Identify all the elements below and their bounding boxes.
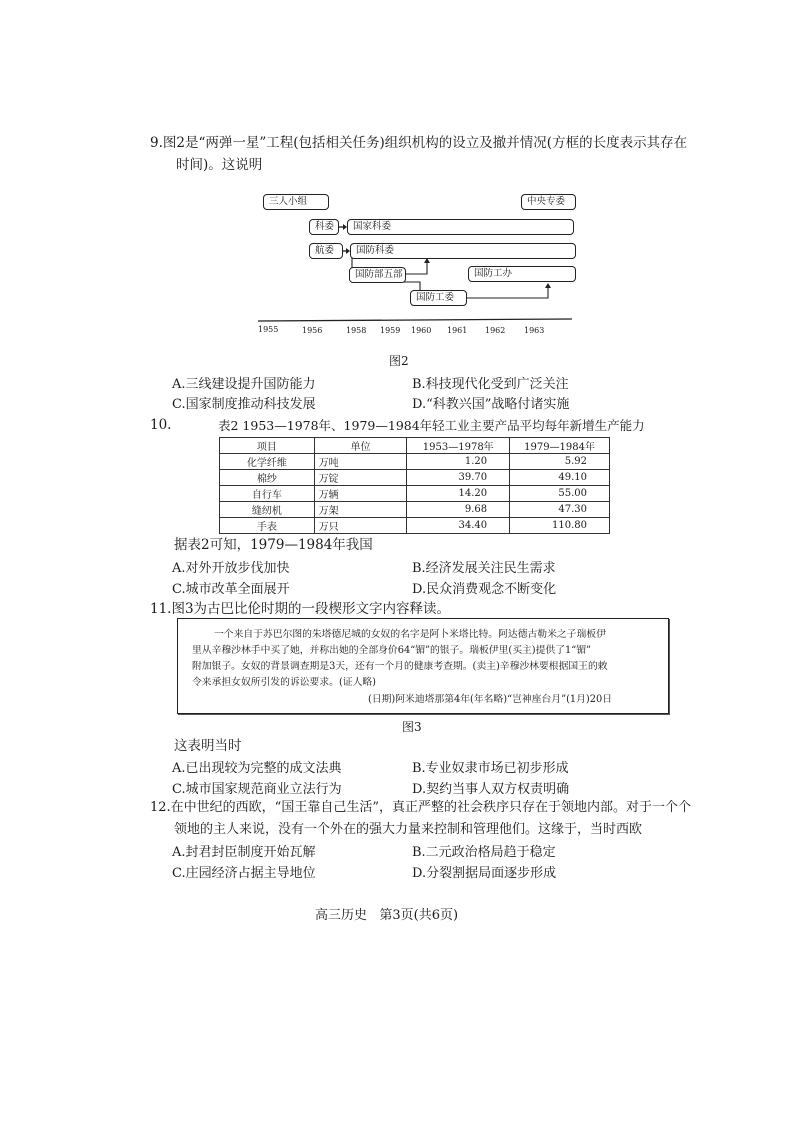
q12-option-b[interactable]: B.二元政治格局趋于稳定 [412, 845, 556, 860]
figure-2-connectors [0, 0, 794, 360]
figure-3-box [177, 618, 669, 714]
table-cell: 万辆 [314, 486, 407, 502]
year-1961: 1961 [447, 326, 468, 335]
q10-stem: 据表2可知，1979—1984年我国 [174, 537, 373, 553]
table-header: 1979—1984年 [510, 438, 610, 454]
q11-option-b[interactable]: B.专业奴隶市场已初步形成 [412, 761, 569, 776]
figure-2-caption: 图2 [389, 354, 409, 368]
table-cell: 缝纫机 [220, 502, 315, 518]
table-cell: 万锭 [314, 470, 407, 486]
table-header: 单位 [314, 438, 407, 454]
q10-number: 10. [150, 417, 172, 433]
table-cell: 棉纱 [220, 470, 315, 486]
table-cell: 1.20 [407, 454, 510, 470]
year-1959: 1959 [380, 326, 401, 335]
table-2 [219, 437, 610, 534]
table-cell: 34.40 [407, 518, 510, 534]
figure-2-diagram [0, 0, 794, 360]
box-guo-fang-gong-ban: 国防工办 [468, 266, 576, 282]
figure-3-line: 附加银子。女奴的背景调查期是3天，还有一个月的健康考查期。(卖主)辛穆沙林要根据国王的敕 [192, 661, 608, 672]
q12-option-a[interactable]: A.封君封臣制度开始瓦解 [172, 845, 316, 860]
table-row [220, 454, 610, 470]
figure-3-line: 令来承担女奴所引发的诉讼要求。(证人略) [192, 677, 376, 688]
year-1962: 1962 [485, 326, 506, 335]
q9-option-b[interactable]: B.科技现代化受到广泛关注 [412, 377, 569, 392]
q12-line1: 12.在中世纪的西欧，“国王靠自己生活”，真正严整的社会秩序只存在于领地内部。对于一个个 [150, 800, 691, 815]
q12-line2: 领地的主人来说，没有一个外在的强大力量来控制和管理他们。这缘于，当时西欧 [174, 822, 643, 837]
table-row [220, 502, 610, 518]
table-cell: 49.10 [510, 470, 610, 486]
table-cell: 5.92 [510, 454, 610, 470]
box-guo-jia-ke-wei: 国家科委 [347, 219, 574, 235]
q11-option-d[interactable]: D.契约当事人双方权责明确 [412, 782, 570, 797]
table-cell: 手表 [220, 518, 315, 534]
box-guo-fang-ke-wei: 国防科委 [350, 243, 576, 259]
year-1960: 1960 [411, 326, 432, 335]
table-cell: 47.30 [510, 502, 610, 518]
table-row [220, 486, 610, 502]
q9-option-c[interactable]: C.国家制度推动科技发展 [172, 397, 316, 412]
box-hang-wei: 航委 [309, 243, 343, 259]
q11-option-a[interactable]: A.已出现较为完整的成文法典 [172, 761, 342, 776]
figure-3-date: (日期)阿米迪塔那第4年(年名略)“岂神座台月”(1月)20日 [368, 694, 613, 705]
table-cell: 万只 [314, 518, 407, 534]
q10-option-c[interactable]: C.城市改革全面展开 [172, 582, 290, 597]
q9-line1: 9.图2是“两弹一星”工程(包括相关任务)组织机构的设立及撤并情况(方框的长度表示其存在 [150, 135, 688, 151]
q11-stem: 这表明当时 [174, 738, 242, 754]
figure-3-caption: 图3 [402, 720, 422, 734]
table-header-row [220, 438, 610, 454]
q11-option-c[interactable]: C.城市国家规范商业立法行为 [172, 782, 342, 797]
box-guo-fang-bu-wu-bu: 国防部五部 [349, 267, 406, 283]
year-1963: 1963 [524, 326, 545, 335]
table-header: 项目 [220, 438, 315, 454]
q12-option-c[interactable]: C.庄园经济占据主导地位 [172, 866, 316, 881]
year-1958: 1958 [346, 326, 367, 335]
q9-option-a[interactable]: A.三线建设提升国防能力 [172, 377, 316, 392]
table-cell: 9.68 [407, 502, 510, 518]
figure-3-line: 一个来自于苏巴尔图的朱塔德尼城的女奴的名字是阿卜米塔比特。阿达德古勒米之子瑞板伊 [214, 629, 606, 640]
table-cell: 万吨 [314, 454, 407, 470]
table-cell: 39.70 [407, 470, 510, 486]
table-2-title: 表2 1953—1978年、1979—1984年轻工业主要产品平均每年新增生产能力 [218, 418, 645, 433]
box-ke-wei: 科委 [309, 219, 339, 235]
table-cell: 化学纤维 [220, 454, 315, 470]
q9-option-d[interactable]: D.“科教兴国”战略付诸实施 [412, 397, 570, 412]
q10-option-d[interactable]: D.民众消费观念不断变化 [412, 582, 557, 597]
table-row [220, 470, 610, 486]
table-cell: 自行车 [220, 486, 315, 502]
box-san-ren-xiao-zu: 三人小组 [263, 194, 329, 210]
table-row [220, 518, 610, 534]
year-1955: 1955 [258, 325, 279, 334]
table-header: 1953—1978年 [407, 438, 510, 454]
q10-option-a[interactable]: A.对外开放步伐加快 [172, 561, 290, 576]
page-footer: 高三历史 第3页(共6页) [315, 908, 459, 923]
table-cell: 110.80 [510, 518, 610, 534]
q12-option-d[interactable]: D.分裂割据局面逐步形成 [412, 866, 557, 881]
year-1956: 1956 [302, 326, 323, 335]
q11-line1: 11.图3为古巴比伦时期的一段楔形文字内容释读。 [150, 601, 451, 617]
table-cell: 55.00 [510, 486, 610, 502]
table-cell: 万架 [314, 502, 407, 518]
q9-line2: 时间)。这说明 [176, 157, 263, 173]
box-zhong-yang-zhuan-wei: 中央专委 [521, 194, 576, 210]
q10-option-b[interactable]: B.经济发展关注民生需求 [412, 561, 556, 576]
table-cell: 14.20 [407, 486, 510, 502]
figure-3-line: 里从辛穆沙林手中买了她，并称出她的全部身价64“镅”的银子。瑞板伊里(买主)提供了1“镅” [192, 645, 592, 656]
box-guo-fang-gong-wei: 国防工委 [410, 290, 467, 306]
